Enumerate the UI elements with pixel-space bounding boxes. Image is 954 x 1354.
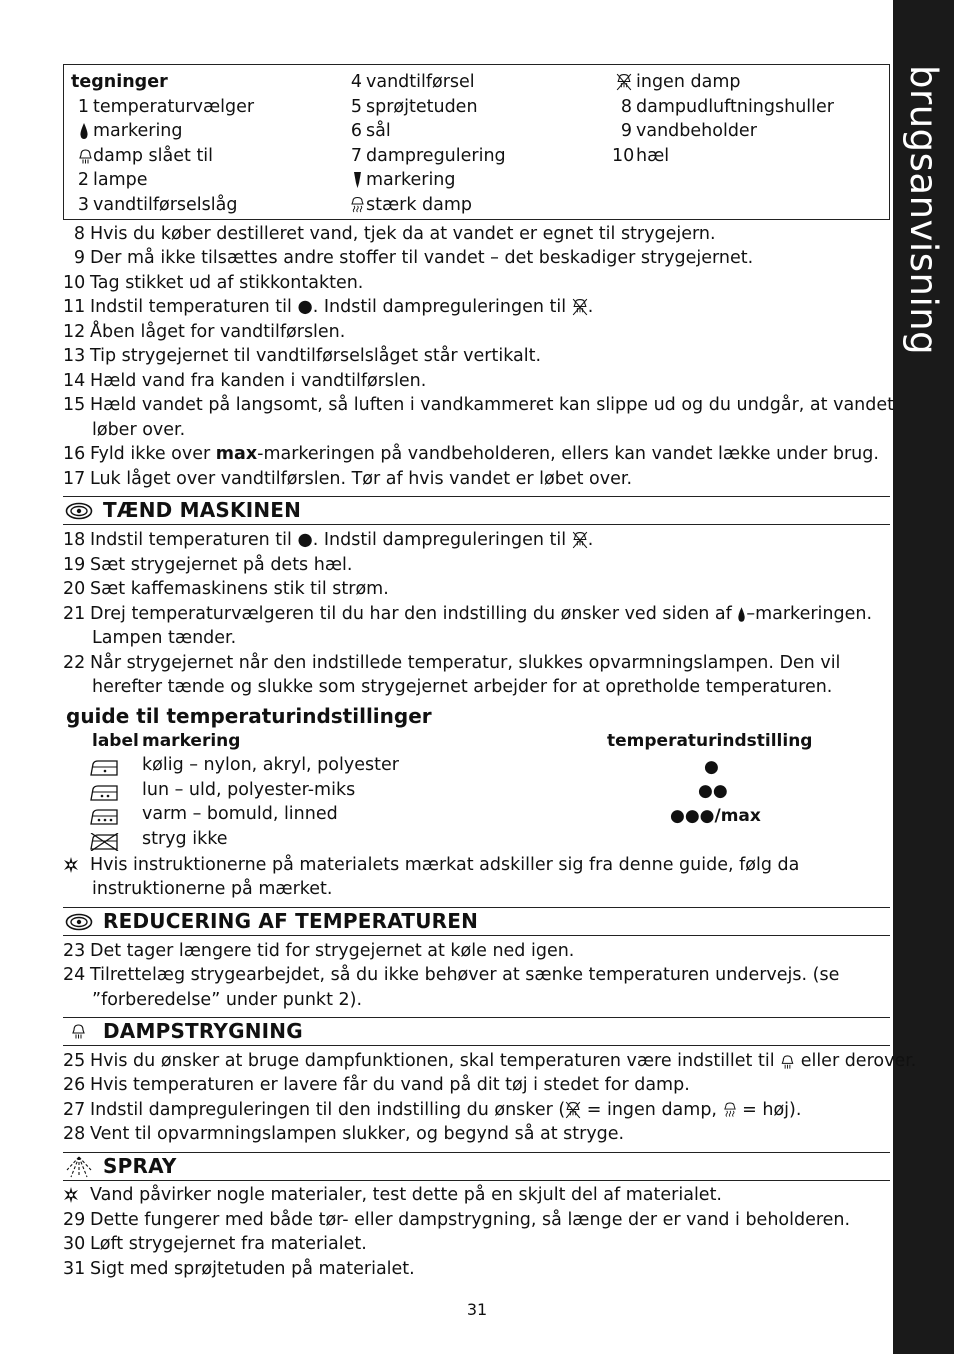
step-line: 12 Åben låget for vandtilførslen. (63, 322, 346, 342)
section-header (63, 1152, 890, 1181)
legend-item: 3 vandtilførselslåg (77, 194, 238, 215)
step-line: 24 Tilrettelæg strygearbejdet, så du ikke behøver at sænke temperaturen undervejs. (se (63, 965, 840, 985)
dot-icon: ● (297, 530, 313, 550)
warning-star-icon (63, 1187, 79, 1203)
temp-setting: ●● (698, 781, 728, 801)
dot-icon: ● (297, 297, 313, 317)
note-line: Hvis instruktionerne på materialets mærkat adskiller sig fra denne guide, følg da (63, 853, 799, 878)
page-number: 31 (466, 1300, 488, 1319)
legend-item: 5 sprøjtetuden (350, 96, 478, 117)
step-continuation: ”forberedelse” under punkt 2). (92, 990, 363, 1010)
section-title: SPRAY (103, 1154, 177, 1178)
note-line: Vand påvirker nogle materialer, test dette på en skjult del af materialet. (63, 1183, 722, 1208)
legend-item: 6 sål (350, 121, 391, 142)
pointer-icon (350, 168, 362, 193)
guide-col-marking: markering (142, 731, 241, 751)
step-line: 16 Fyld ikke over max-markeringen på vandbeholderen, ellers kan vandet lække under brug. (63, 444, 879, 464)
section-header (63, 907, 890, 936)
legend-item: 8 dampudluftningshuller (620, 96, 834, 117)
section-title: REDUCERING AF TEMPERATUREN (103, 909, 479, 933)
guide-title: guide til temperaturindstillinger (66, 704, 432, 728)
step-line: 8 Hvis du køber destilleret vand, tjek da at vandet er egnet til strygejern. (73, 224, 716, 244)
iron-two-dots-icon (88, 784, 120, 802)
step-line: 27 Indstil dampreguleringen til den indstilling du ønsker ( = ingen damp, = høj). (63, 1100, 802, 1120)
legend-item: 1 temperaturvælger (77, 96, 255, 117)
legend-col-3 (612, 70, 834, 168)
step-line: 20 Sæt kaffemaskinens stik til strøm. (63, 579, 389, 599)
step-line: 30 Løft strygejernet fra materialet. (63, 1234, 367, 1254)
iron-three-dots-icon (88, 808, 120, 826)
step-line: 31 Sigt med sprøjtetuden på materialet. (63, 1259, 415, 1279)
guide-col-temp: temperaturindstilling (607, 731, 813, 751)
step-line: 15 Hæld vandet på langsomt, så luften i vandkammeret kan slippe ud og du undgår, at vandet (63, 395, 894, 415)
step-line: 29 Dette fungerer med både tør- eller dampstrygning, så længe der er vand i beholderen. (63, 1210, 851, 1230)
legend-item: 7 dampregulering (350, 145, 506, 166)
steam-on-icon (71, 144, 93, 169)
legend-item: damp slået til (71, 144, 254, 169)
temp-setting: ● (704, 757, 719, 777)
step-continuation: løber over. (92, 420, 186, 440)
section-header (63, 1017, 890, 1046)
legend-item: stærk damp (350, 193, 506, 218)
step-line: 13 Tip strygejernet til vandtilførselslåget står vertikalt. (63, 346, 542, 366)
drop-icon (71, 119, 89, 144)
legend-col-1 (71, 70, 254, 218)
drop-icon (737, 606, 746, 623)
step-line: 10 Tag stikket ud af stikkontakten. (63, 273, 364, 293)
guide-col-label: label (92, 731, 139, 751)
iron-crossed-icon (88, 833, 120, 851)
side-tab-title: brugsanvisning (902, 65, 945, 356)
legend-item: 9 vandbeholder (620, 121, 757, 142)
no-steam-icon (612, 70, 632, 95)
steam-on-icon (780, 1053, 795, 1070)
strong-steam-icon (723, 1101, 737, 1119)
side-tab (893, 0, 954, 1354)
legend-box (63, 64, 890, 220)
steam-icon (65, 1021, 93, 1043)
step-line: 18 Indstil temperaturen til ●. Indstil dampreguleringen til . (63, 530, 594, 550)
legend-item: markering (71, 119, 254, 144)
eye-icon (65, 912, 93, 932)
no-steam-icon (572, 531, 588, 549)
section-title: DAMPSTRYGNING (103, 1019, 303, 1043)
section-header (63, 496, 890, 525)
legend-col-2 (350, 70, 506, 218)
temp-setting: ●●●/max (670, 806, 761, 826)
legend-item: 10hæl (612, 145, 670, 166)
step-line: 11 Indstil temperaturen til ●. Indstil dampreguleringen til . (63, 297, 594, 317)
step-continuation: herefter tænde og slukke som strygejernet arbejder for at opretholde temperaturen. (92, 677, 833, 697)
legend-item: 4 vandtilførsel (350, 72, 475, 92)
spray-icon (65, 1155, 93, 1179)
step-line: 14 Hæld vand fra kanden i vandtilførslen. (63, 371, 427, 391)
step-line: 19 Sæt strygejernet på dets hæl. (63, 555, 353, 575)
section-title: TÆND MASKINEN (103, 498, 302, 522)
step-line: 26 Hvis temperaturen er lavere får du vand på dit tøj i stedet for damp. (63, 1075, 690, 1095)
eye-icon (65, 501, 93, 521)
legend-item: 2 lampe (77, 170, 148, 191)
legend-item: markering (350, 168, 506, 193)
step-line: 21 Drej temperaturvælgeren til du har den indstilling du ønsker ved siden af –markeringen. (63, 604, 873, 624)
step-line: 9 Der må ikke tilsættes andre stoffer til vandet – det beskadiger strygejernet. (73, 248, 754, 268)
no-steam-icon (572, 298, 588, 316)
legend-heading: tegninger (71, 72, 168, 92)
step-line: 23 Det tager længere tid for strygejernet at køle ned igen. (63, 941, 575, 961)
iron-one-dot-icon (88, 759, 120, 777)
strong-steam-icon (350, 193, 362, 218)
note-continuation: instruktionerne på mærket. (92, 879, 333, 899)
no-steam-icon (565, 1101, 581, 1119)
step-line: 25 Hvis du ønsker at bruge dampfunktionen, skal temperaturen være indstillet til eller derover. (63, 1051, 917, 1071)
step-line: 22 Når strygejernet når den indstillede temperatur, slukkes opvarmningslampen. Den vil (63, 653, 841, 673)
warning-star-icon (63, 857, 79, 873)
step-line: 28 Vent til opvarmningslampen slukker, og begynd så at stryge. (63, 1124, 625, 1144)
step-line: 17 Luk låget over vandtilførslen. Tør af hvis vandet er løbet over. (63, 469, 633, 489)
step-continuation: Lampen tænder. (92, 628, 237, 648)
legend-item: ingen damp (612, 70, 834, 95)
